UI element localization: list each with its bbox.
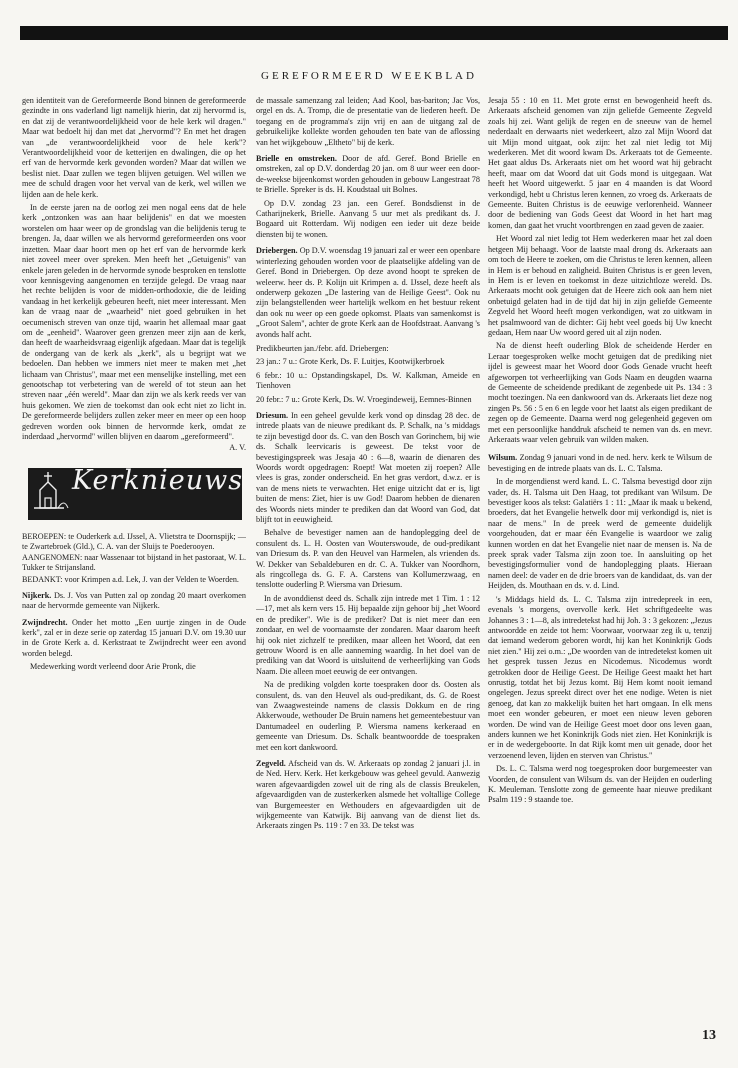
top-rule: [20, 26, 728, 40]
article-paragraph: gen identiteit van de Gereformeerde Bond binnen de gereformeerde gezindte in ons vaderland ligt namelijk hierin, dat zij hervormd is, en dat zij de verantwoordelijkheid voor de hele kerk wil dragen." Maar wat bedoelt hij dan met dat „hervormd"? En met het dragen van „de verantwoordelijkheid voor de hele kerk"? Verantwoordelijkheid voor de ketterijen en dwalingen, die op het erf van de hervormde kerk gevonden worden? Maar dat willen we beslist niet. Daar zullen we tegen blijven getuigen. Wel willen we mee de schuld dragen voor het verval van de kerk, wel willen we lijden aan de hele kerk.: [22, 96, 246, 199]
article-paragraph: Medewerking wordt verleend door Arie Pronk, die: [30, 662, 196, 672]
news-text: In een geheel gevulde kerk vond op dinsdag 28 dec. de intrede plaats van de nieuwe predikant ds. P. Schalk, na 's middags te zijn bevestigd door ds. C. van den Bosch van Gorinchem, bij wie ds. Schalk leervicaris is geweest. De tekst voor de bevestigingspreek was Jesaja 40 : 6—8, waarin de dienaren des Woords wordt opgedragen: Roept! Wat moeten zij roepen? Alle vlees is gras, zonder onderscheid. En het gras verdort, d.w.z. er is van de mens niets te verwachten. Het enige uitzicht dat er is, ligt buiten de mens: Ziet, hier is uw God! Daarom hebben de dienaren des Woords niets minder te prediken dan dat Woord van God, dat blijft tot in eeuwigheid.: [256, 410, 480, 525]
preek-title: Predikbeurten jan./febr. afd. Driebergen:: [256, 343, 389, 353]
news-heading: Driebergen.: [256, 246, 298, 256]
page-number: 13: [702, 1028, 716, 1043]
article-paragraph: In de eerste jaren na de oorlog zei men nogal eens dat de hele kerk „ontzonken was aan haar belijdenis" en dat we moesten worstelen om haar weer op de grondslag van die belijdenis terug te brengen. Ja, daar willen we als hervormd gereformeerden ons voor inzetten. Maar daar hoort men op het erf van de hervormde kerk niet zoveel meer over spreken. Men heeft het „Getuigenis" van enkele jaren geleden in de hervormde synode besproken en tenslotte voor kennisgeving aangenomen en terzijde gelegd. De vraag naar het rechte belijden is voor de midden-orthodoxie, die de leiding vandaag in het kerkelijk gebeuren heeft, niet meer interessant. Men kan de vraag naar de „waarheid" niet goed gebruiken in het oecumenisch streven van onze tijd, waarin het allemaal maar gaat om de „eenheid". Waarover geen grenzen meer zijn aan de kerk, dan heeft de waarheidsvraag eigenlijk afgedaan. Maar dat is tegelijk de ondergang van de kerk als „kerk", als u begrijpt wat we bedoelen. Dan hebben we immers niet meer te maken met „het lichaam van Christus", maar met een menselijke instelling, met een genootschap tot verbetering van de wereld of tot steun aan het streven naar „één wereld". Maar dan zijn we als kerk reeds ver van huis gekomen. We zien de toekomst dan ook echt niet zo licht in. De gereformeerde belijders zullen zeker meer en meer op een hoop gedreven worden ook binnen de hervormde kerk, omdat ze inderdaad „hervormd" willen blijven en daarom „gereformeerd".: [22, 203, 246, 441]
article-paragraph: Op D.V. zondag 23 jan. een Geref. Bondsdienst in de Catharijnekerk, Brielle. Aanvang 5 uur met als predikant ds. J. Bogaard uit Rotterdam. Wij nodigen een ieder uit deze beide diensten bij te wonen.: [256, 198, 480, 239]
news-text: Onder het motto „Een uurtje zingen in de Oude kerk", zal er in deze serie op zaterdag 15 januari D.V. om 19.30 uur in de Grote Kerk a. d. Kerkstraat te Zwijndrecht weer een avond worden belegd.: [22, 617, 246, 658]
preek-item: 6 febr.: 10 u.: Opstandingskapel, Ds. W. Kalkman, Ameide en Tienhoven: [256, 370, 480, 391]
news-item-driebergen: [256, 246, 480, 340]
masthead: GEREFORMEERD WEEKBLAD: [261, 70, 477, 82]
news-text: Door de afd. Geref. Bond Brielle en omstreken, zal op D.V. donderdag 20 jan. om 8 uur weer een door-de-weekse bijeenkomst worden gehouden in gebouw Langestraat 78 te Brielle. Spreker is ds. H. Koudstaal uit Bolnes.: [256, 154, 480, 195]
news-item-nijkerk: [22, 591, 246, 612]
preek-item: 20 febr.: 7 u.: Grote Kerk, Ds. W. Vroegindeweij, Eemnes-Binnen: [256, 394, 472, 404]
news-text: Afscheid van ds. W. Arkeraats op zondag 2 januari j.l. in de Ned. Herv. Kerk. Het kerkgebouw was geheel gevuld. Aanwezig waren afgevaardigden zowel uit de ring als de classis Breukelen, afgevaardigden van de zusterkerken alsmede het voltallige College van Burgemeester en Wethouders en afgevaardigden uit de wijkgemeente van Katwijk. Bij aanvang van de dienst liet ds. Arkeraats zingen Ps. 119 : 7 en 33. De tekst was: [256, 758, 480, 831]
article-paragraph: Ds. L. C. Talsma werd nog toegesproken door burgemeester van Voorden, de consulent van Wilsum ds. van der Heijden en ouderling K. Meuleman. Tenslotte zong de gemeente haar nieuwe predikant Psalm 119 : 9 staande toe.: [488, 764, 712, 805]
news-item-wilsum: [488, 453, 712, 474]
article-paragraph: Behalve de bevestiger namen aan de handoplegging deel de consulent ds. L. H. Oosten van Wouterswoude, de oud-predikant van Driesum ds. P. van den Heuvel van Harmelen, als vrienden ds. W. Dekker van Sebaldeburen en dr. C. A. Tukker van Noordhorn, als ringcollega ds. G. F. A. Carstens van Kollumerzwaag, en tenslotte ouderling P. Wiersma van Driesum.: [256, 528, 480, 590]
news-heading: Zegveld.: [256, 758, 286, 768]
list-item: BEROEPEN: te Ouderkerk a.d. IJssel, A. Vlietstra te Doornspijk; — te Zwartebroek (Gld.), C. A. van der Sluijs te Poederooyen.: [22, 531, 246, 552]
news-text: Zondag 9 januari vond in de ned. herv. kerk te Wilsum de bevestiging en de intrede plaats van ds. L. C. Talsma.: [488, 453, 712, 473]
article-paragraph: 's Middags hield ds. L. C. Talsma zijn intredepreek in een, evenals 's morgens, overvolle kerk. Het schriftgedeelte was Johannes 3 : 1—8, als intredetekst had hij Joh. 3 : 3 gekozen: „Jezus antwoordde en zeide tot hem: Voorwaar, voorwaar zeg ik u, tenzij dat iemand wederom geboren wordt, hij kan het Koninkrijk Gods niet zien." Hij zei o.m.: „De woorden van de intredetekst komen uit het gesprek tussen Jezus en Nicodemus. Nicodemus wordt getrokken door de Heilige Geest. De Heilige Geest maakt het hart onrustig, totdat het bij Jezus komt. Bij Hem komt nooit iemand ongelegen. Jezus spreekt direct over het ene nodige. Weten is niet genoeg, dat kan zo makkelijk buiten het hart omgaan. In elk mens moet een wonder gebeuren, er moet een nieuw leven geboren worden. De wind van de Heilige Geest moet door ons leven gaan, anders kunnen we het Koninkrijk Gods niet zien. Het Koninkrijk is er in de wedergeboorte. In dat Rijk komt men uit genade, door het verzoenend leven, lijden en sterven van Christus.": [488, 594, 712, 760]
preek-item: 23 jan.: 7 u.: Grote Kerk, Ds. F. Luitjes, Kootwijkerbroek: [256, 357, 445, 367]
column-2: [256, 96, 480, 1046]
article-signature: A. V.: [229, 443, 246, 453]
news-heading: Brielle en omstreken.: [256, 154, 337, 164]
article-paragraph: In de morgendienst werd kand. L. C. Talsma bevestigd door zijn vader, ds. H. Talsma uit Den Haag, tot predikant van Wilsum. De bevestiger koos als tekst: Galatiërs 1 : 11: „Maar ik maak u bekend, broeders, dat het Evangelie hetwelk door mij verkondigd is, niet is naar de mens." In de preek werd de gemeente duidelijk voorgehouden, dat er maar één Evangelie is waardoor we zalig kunnen worden en dat het Evangelie niet naar de mensen is. Na de preek sprak vader Talsma zijn zoon toe. In aansluiting op het bevestigingsformulier vond de handoplegging plaats. Hieraan namen deel: de vader en de drie broers van de kandidaat, ds. van der Heijden, ds. Mouthaan en ds. v. d. Lind.: [488, 477, 712, 591]
news-list: [22, 532, 246, 585]
column-3: [488, 96, 712, 1046]
news-text: Op D.V. woensdag 19 januari zal er weer een openbare winterlezing gehouden worden voor de plaatselijke afdeling van de Geref. Bond in Driebergen. Op deze avond hoopt te spreken de weleerw. heer ds. P. Kolijn uit Krimpen a. d. IJssel, deze heeft als onderwerp gekozen „De lastering van de Heilige Geest". Ook nu zijn belangstellenden weer hartelijk welkom en het bestuur rekent dan ook nu weer op een goede opkomst. Plaats van samenkomst is „Groot Salem", achter de grote Kerk aan de Hoofdstraat. Aanvang 's avonds half acht.: [256, 246, 480, 339]
news-text: Ds. J. Vos van Putten zal op zondag 20 maart overkomen naar de hervormde gemeente van Nijkerk.: [22, 590, 246, 611]
list-item: AANGENOMEN: naar Wassenaar tot bijstand in het pastoraat, W. L. Tukker te Strijansland.: [22, 553, 246, 573]
news-heading: Wilsum.: [488, 453, 518, 463]
article-paragraph: Na de dienst heeft ouderling Blok de scheidende Herder en Leraar toegesproken welke mocht getuigen dat de prediking niet ijdel is geweest maar het Woord door Gods Genade vrucht heeft afgeworpen tot verheerlijking van Gods Naam en deugden waarna de Gemeente de scheidende predikant de zegenbede uit Ps. 134 : 3 mocht toezingen. Na een dankwoord van ds. Arkeraats liet deze nog zingen Ps. 56 : 5 en 6 en legde voor het laatst als eigen predikant de zegen op de Gemeente. Daarna werd nog gelegenheid gegeven om met een persoonlijke handdruk afscheid te nemen van ds. en mevr. Arkeraats waar velen gebruik van wilden maken.: [488, 341, 712, 444]
news-heading: Nijkerk.: [22, 590, 52, 600]
banner-title: Kerknieuws: [72, 464, 244, 496]
article-paragraph: Jesaja 55 : 10 en 11. Met grote ernst en bewogenheid heeft ds. Arkeraats afscheid genomen van zijn geliefde Gemeente Zegveld zoals hij zei. Want gelijk de regen en de sneeuw van de hemel nederdaalt en derwaarts niet wederkeert, alzo zal Mijn Woord dat uit Mijn mond uitgaat, ook zijn: het zal niet ledig tot Mij wederkeren. Met dit woord kwam Ds. Arkeraats tot de Gemeente. Het gaat aldus Ds. Arkeraats niet om het woord wat hij gebracht heeft, maar om dat Woord dat uit Gods mond is uitgegaan. Wat heeft het Woord uitgewerkt. 5 jaar en 4 maanden is dat Woord verkondigd, hebt u Christus leren kennen, zo vroeg ds. Arkeraats de Gemeente. Buiten Christus is de eeuwige verlorenheid. Wanneer door de bediening van Gods Geest dat Woord in het hart mag komen, dan gaat het vrucht voortbrengen en zaad geven de zaaier.: [488, 96, 712, 230]
news-item-zwijndrecht: [22, 618, 246, 660]
article-paragraph: In de avonddienst deed ds. Schalk zijn intrede met 1 Tim. 1 : 12—17, met als kern vers 15. Hij bepaalde zijn gehoor bij „het Woord en de prediker". Wie is de prediker? Dat is niet meer dan een zondaar, en wel de voornaamste der zondaren. Maar daarom heeft hij ook niet zichzelf te prediken, maar alleen het Woord, dat een getrouw Woord is en alle aanneming waardig. In het doel van de prediking van dat Woord is uitsluitend de verheerlijking van Gods Naam. Die alleen moet eeuwig de eer ontvangen.: [256, 593, 480, 676]
news-item-brielle: [256, 154, 480, 196]
news-item-zegveld: [256, 759, 480, 832]
article-paragraph: Na de prediking volgden korte toespraken door ds. Oosten als consulent, ds. van den Heuvel als oud-predikant, ds. G. de Roest van Zwaagwesteinde namens de classis Dokkum en de ring Akkerwoude, wethouder De Bruin namens het gemeentebestuur van Dantumadeel en ouderling P. Wiersma namens kerkeraad en gemeente van Driesum. Ds. Schalk beantwoordde de toespraken met een kort dankwoord.: [256, 680, 480, 752]
article-paragraph: de massale samenzang zal leiden; Aad Kool, bas-bariton; Jac Vos, orgel en ds. A. Tromp, die de presentatie van de liederen heeft. De toegang en de programma's zijn vrij en aan de uitgang zal de gebruikelijke kollekte worden gehouden ten bate van de aflossing van het wijkgebouw „Eltheto" bij de kerk.: [256, 96, 480, 147]
news-heading: Driesum.: [256, 410, 289, 420]
list-item: BEDANKT: voor Krimpen a.d. Lek, J. van der Velden te Woerden.: [22, 574, 239, 584]
article-paragraph: Het Woord zal niet ledig tot Hem wederkeren maar het zal doen hetgeen Mij behaagt. Voor de laatste maal drong ds. Arkeraats aan om toch de Heere te zoeken, om die Christus te leren kennen, alleen in Hem is er behoud en zaligheid. Buiten Christus is er geen leven, in Hem is er leven en toekomst in deze uitzichtloze wereld. Ds. Arkeraats mocht ook getuigen dat de Heere zich ook aan hem niet onbetuigd gelaten had in de tijd dat hij in zijn geliefde Gemeente Zegveld het Woord heeft mogen verkondigen, wat zo uitkwam in het psalmwoord van de dichter: Gij hebt veel goeds bij Uw knecht gedaan, Hem naar Uw woord gered uit al zijn noden.: [488, 234, 712, 337]
kerknieuws-banner: [28, 464, 244, 520]
column-1: [22, 96, 246, 1046]
news-item-driesum: [256, 411, 480, 525]
news-heading: Zwijndrecht.: [22, 617, 68, 627]
